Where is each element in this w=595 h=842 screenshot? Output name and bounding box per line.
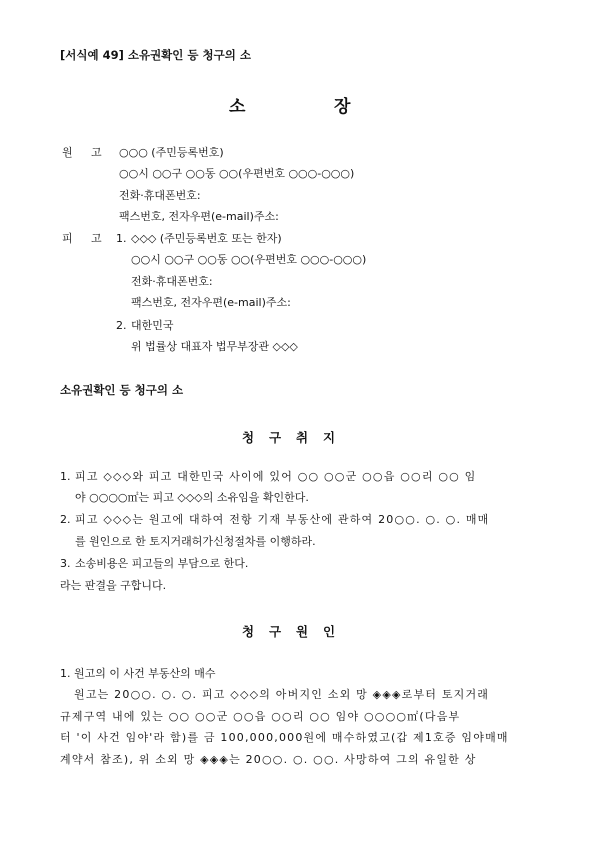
- doc-title-left: 소: [229, 97, 246, 117]
- cause-paragraph-line2: 규제구역 내에 있는 ○○ ○○군 ○○읍 ○○리 ○○ 임야 ○○○○㎡(다음부: [60, 710, 461, 723]
- claim-purpose-title-char4: 지: [323, 430, 336, 445]
- defendant1-phone: 전화·휴대폰번호:: [131, 275, 213, 288]
- case-subject: 소유권확인 등 청구의 소: [60, 383, 184, 397]
- claim-cause-title-char3: 원: [296, 624, 309, 639]
- doc-title-right: 장: [334, 97, 351, 117]
- plaintiff-address: ○○시 ○○구 ○○동 ○○(우편번호 ○○○-○○○): [119, 167, 355, 180]
- cause-section1-heading: 1. 원고의 이 사건 부동산의 매수: [60, 667, 216, 680]
- defendant1-number: 1.: [116, 232, 127, 245]
- defendant2-name: 대한민국: [131, 319, 174, 332]
- claim-purpose-title-char3: 취: [296, 430, 309, 445]
- claim-cause-title-char1: 청: [242, 624, 255, 639]
- claim-item-1-line2: 야 ○○○○㎡는 피고 ◇◇◇의 소유임을 확인한다.: [75, 491, 309, 504]
- plaintiff-role-char2: 고: [91, 146, 102, 159]
- defendant2-number: 2.: [116, 319, 127, 332]
- cause-paragraph-line4: 계약서 참조), 위 소외 망 ◈◈◈는 20○○. ○. ○○. 사망하여 그의 유일한 상: [60, 753, 477, 766]
- defendant-role-char2: 고: [91, 232, 102, 245]
- defendant1-address: ○○시 ○○구 ○○동 ○○(우편번호 ○○○-○○○): [131, 253, 367, 266]
- plaintiff-fax-email: 팩스번호, 전자우편(e-mail)주소:: [119, 210, 279, 223]
- claim-item-1-line1: 피고 ◇◇◇와 피고 대한민국 사이에 있어 ○○ ○○군 ○○읍 ○○리 ○○ 임: [75, 470, 477, 483]
- claim-cause-title: [242, 622, 352, 640]
- defendant-role-char1: 피: [62, 232, 73, 245]
- form-title: [서식예 49] 소유권확인 등 청구의 소: [60, 48, 251, 62]
- defendant1-fax-email: 팩스번호, 전자우편(e-mail)주소:: [131, 296, 291, 309]
- cause-paragraph-line1: 원고는 20○○. ○. ○. 피고 ◇◇◇의 아버지인 소외 망 ◈◈◈로부터 토지거래: [74, 688, 490, 701]
- claim-cause-title-char4: 인: [323, 624, 336, 639]
- plaintiff-phone: 전화·휴대폰번호:: [119, 189, 201, 202]
- plaintiff-name: ○○○ (주민등록번호): [119, 146, 224, 159]
- claim-item-2-line2: 를 원인으로 한 토지거래허가신청절차를 이행하라.: [75, 535, 316, 548]
- cause-paragraph-line3: 터 '이 사건 임야'라 함)를 금 100,000,000원에 매수하였고(갑 제1호증 임야매매: [60, 731, 509, 744]
- claim-purpose-title-char1: 청: [242, 430, 255, 445]
- claim-purpose-title-char2: 구: [269, 430, 282, 445]
- defendant1-name: ◇◇◇ (주민등록번호 또는 한자): [131, 232, 282, 245]
- claim-cause-title-char2: 구: [269, 624, 282, 639]
- claim-purpose-title: [242, 428, 352, 446]
- claim-closing: 라는 판결을 구합니다.: [60, 579, 167, 592]
- plaintiff-role-char1: 원: [62, 146, 73, 159]
- claim-item-2-number: 2.: [60, 513, 71, 526]
- claim-item-3-number: 3.: [60, 557, 71, 570]
- defendant2-representative: 위 법률상 대표자 법무부장관 ◇◇◇: [131, 340, 298, 353]
- claim-item-1-number: 1.: [60, 470, 71, 483]
- claim-item-3-line1: 소송비용은 피고들의 부담으로 한다.: [75, 557, 249, 570]
- claim-item-2-line1: 피고 ◇◇◇는 원고에 대하여 전항 기재 부동산에 관하여 20○○. ○. ○. 매매: [75, 513, 490, 526]
